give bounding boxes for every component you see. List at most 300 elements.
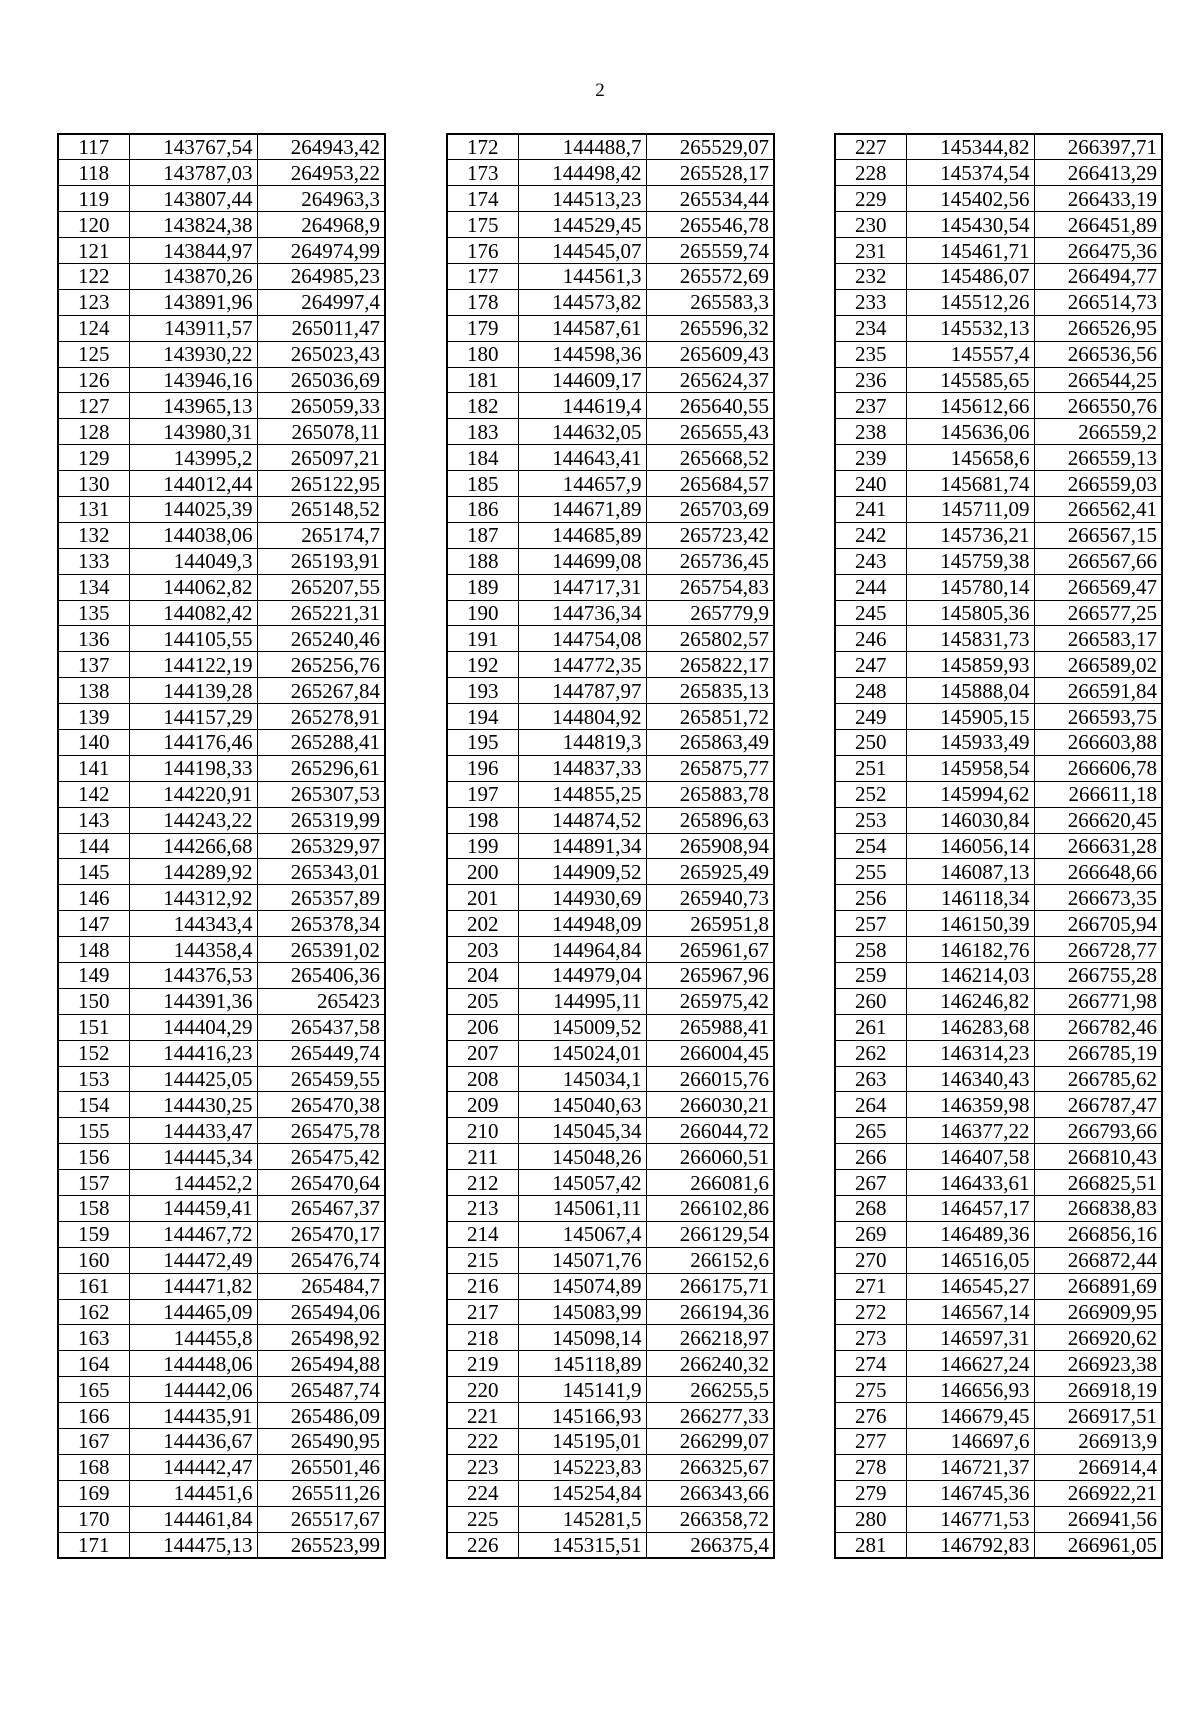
x-coordinate-cell: 143995,2 (129, 445, 257, 471)
y-coordinate-cell: 266856,16 (1034, 1221, 1162, 1247)
point-number-cell: 206 (447, 1014, 518, 1040)
table-row (58, 341, 385, 367)
table-row (447, 393, 774, 419)
table-row (835, 1506, 1162, 1532)
y-coordinate-cell: 266152,6 (646, 1247, 774, 1273)
table-row (58, 522, 385, 548)
x-coordinate-cell: 144452,2 (129, 1170, 257, 1196)
x-coordinate-cell: 143891,96 (129, 289, 257, 315)
y-coordinate-cell: 265640,55 (646, 393, 774, 419)
x-coordinate-cell: 145166,93 (518, 1403, 646, 1429)
y-coordinate-cell: 265207,55 (257, 574, 385, 600)
x-coordinate-cell: 145024,01 (518, 1040, 646, 1066)
point-number-cell: 117 (58, 134, 129, 160)
x-coordinate-cell: 144699,08 (518, 548, 646, 574)
x-coordinate-cell: 144220,91 (129, 781, 257, 807)
point-number-cell: 205 (447, 988, 518, 1014)
point-number-cell: 268 (835, 1196, 906, 1222)
point-number-cell: 158 (58, 1196, 129, 1222)
y-coordinate-cell: 265754,83 (646, 574, 774, 600)
y-coordinate-cell: 265307,53 (257, 781, 385, 807)
table-row (447, 548, 774, 574)
y-coordinate-cell: 266872,44 (1034, 1247, 1162, 1273)
y-coordinate-cell: 265802,57 (646, 626, 774, 652)
y-coordinate-cell: 265475,78 (257, 1118, 385, 1144)
table-row (835, 859, 1162, 885)
table-row (835, 548, 1162, 574)
y-coordinate-cell: 266787,47 (1034, 1092, 1162, 1118)
x-coordinate-cell: 145083,99 (518, 1299, 646, 1325)
y-coordinate-cell: 266255,5 (646, 1377, 774, 1403)
x-coordinate-cell: 144243,22 (129, 807, 257, 833)
y-coordinate-cell: 265490,95 (257, 1429, 385, 1455)
y-coordinate-cell: 266030,21 (646, 1092, 774, 1118)
table-row (447, 134, 774, 160)
table-row (447, 729, 774, 755)
y-coordinate-cell: 265319,99 (257, 807, 385, 833)
point-number-cell: 241 (835, 496, 906, 522)
table-row (835, 678, 1162, 704)
table-row (835, 807, 1162, 833)
x-coordinate-cell: 145040,63 (518, 1092, 646, 1118)
table-row (835, 729, 1162, 755)
table-row (58, 678, 385, 704)
coordinates-table-left (57, 133, 386, 1559)
table-row (447, 212, 774, 238)
y-coordinate-cell: 266825,51 (1034, 1170, 1162, 1196)
point-number-cell: 131 (58, 496, 129, 522)
point-number-cell: 124 (58, 315, 129, 341)
y-coordinate-cell: 265546,78 (646, 212, 774, 238)
point-number-cell: 237 (835, 393, 906, 419)
y-coordinate-cell: 265036,69 (257, 367, 385, 393)
point-number-cell: 254 (835, 833, 906, 859)
y-coordinate-cell: 265391,02 (257, 937, 385, 963)
table-row (447, 1170, 774, 1196)
y-coordinate-cell: 266559,2 (1034, 419, 1162, 445)
y-coordinate-cell: 264968,9 (257, 212, 385, 238)
y-coordinate-cell: 266673,35 (1034, 885, 1162, 911)
table-row (447, 1196, 774, 1222)
table-row (447, 1299, 774, 1325)
x-coordinate-cell: 144909,52 (518, 859, 646, 885)
point-number-cell: 265 (835, 1118, 906, 1144)
point-number-cell: 178 (447, 289, 518, 315)
x-coordinate-cell: 145461,71 (906, 238, 1034, 264)
x-coordinate-cell: 144787,97 (518, 678, 646, 704)
point-number-cell: 256 (835, 885, 906, 911)
point-number-cell: 128 (58, 419, 129, 445)
y-coordinate-cell: 265967,96 (646, 963, 774, 989)
x-coordinate-cell: 146792,83 (906, 1532, 1034, 1558)
table-row (58, 1170, 385, 1196)
table-row (447, 1325, 774, 1351)
x-coordinate-cell: 143787,03 (129, 160, 257, 186)
x-coordinate-cell: 144498,42 (518, 160, 646, 186)
point-number-cell: 200 (447, 859, 518, 885)
x-coordinate-cell: 144105,55 (129, 626, 257, 652)
y-coordinate-cell: 265975,42 (646, 988, 774, 1014)
y-coordinate-cell: 266785,62 (1034, 1066, 1162, 1092)
point-number-cell: 236 (835, 367, 906, 393)
x-coordinate-cell: 146150,39 (906, 911, 1034, 937)
coordinates-table-right (834, 133, 1163, 1559)
point-number-cell: 129 (58, 445, 129, 471)
point-number-cell: 276 (835, 1403, 906, 1429)
x-coordinate-cell: 146246,82 (906, 988, 1034, 1014)
point-number-cell: 122 (58, 263, 129, 289)
y-coordinate-cell: 265559,74 (646, 238, 774, 264)
x-coordinate-cell: 144433,47 (129, 1118, 257, 1144)
point-number-cell: 142 (58, 781, 129, 807)
x-coordinate-cell: 145658,6 (906, 445, 1034, 471)
x-coordinate-cell: 144671,89 (518, 496, 646, 522)
x-coordinate-cell: 145071,76 (518, 1247, 646, 1273)
point-number-cell: 257 (835, 911, 906, 937)
y-coordinate-cell: 265476,74 (257, 1247, 385, 1273)
point-number-cell: 280 (835, 1506, 906, 1532)
table-row (447, 1144, 774, 1170)
table-row (447, 471, 774, 497)
x-coordinate-cell: 144461,84 (129, 1506, 257, 1532)
point-number-cell: 239 (835, 445, 906, 471)
point-number-cell: 279 (835, 1480, 906, 1506)
table-row (447, 1247, 774, 1273)
table-row (835, 1351, 1162, 1377)
y-coordinate-cell: 265723,42 (646, 522, 774, 548)
point-number-cell: 232 (835, 263, 906, 289)
x-coordinate-cell: 144455,8 (129, 1325, 257, 1351)
point-number-cell: 197 (447, 781, 518, 807)
x-coordinate-cell: 144012,44 (129, 471, 257, 497)
table-row (447, 522, 774, 548)
point-number-cell: 155 (58, 1118, 129, 1144)
y-coordinate-cell: 265779,9 (646, 600, 774, 626)
point-number-cell: 227 (835, 134, 906, 160)
point-number-cell: 152 (58, 1040, 129, 1066)
x-coordinate-cell: 144465,09 (129, 1299, 257, 1325)
y-coordinate-cell: 265475,42 (257, 1144, 385, 1170)
table-row (58, 911, 385, 937)
x-coordinate-cell: 144416,23 (129, 1040, 257, 1066)
x-coordinate-cell: 145009,52 (518, 1014, 646, 1040)
x-coordinate-cell: 146567,14 (906, 1299, 1034, 1325)
point-number-cell: 119 (58, 186, 129, 212)
x-coordinate-cell: 145045,34 (518, 1118, 646, 1144)
table-row (58, 496, 385, 522)
point-number-cell: 209 (447, 1092, 518, 1118)
table-row (58, 729, 385, 755)
y-coordinate-cell: 266559,13 (1034, 445, 1162, 471)
table-row (447, 626, 774, 652)
y-coordinate-cell: 266569,47 (1034, 574, 1162, 600)
table-row (447, 445, 774, 471)
x-coordinate-cell: 146407,58 (906, 1144, 1034, 1170)
x-coordinate-cell: 144435,91 (129, 1403, 257, 1429)
table-row (447, 937, 774, 963)
y-coordinate-cell: 266918,19 (1034, 1377, 1162, 1403)
x-coordinate-cell: 146377,22 (906, 1118, 1034, 1144)
point-number-cell: 252 (835, 781, 906, 807)
y-coordinate-cell: 265470,17 (257, 1221, 385, 1247)
table-row (447, 1273, 774, 1299)
point-number-cell: 248 (835, 678, 906, 704)
x-coordinate-cell: 146030,84 (906, 807, 1034, 833)
x-coordinate-cell: 145933,49 (906, 729, 1034, 755)
y-coordinate-cell: 264963,3 (257, 186, 385, 212)
point-number-cell: 172 (447, 134, 518, 160)
point-number-cell: 272 (835, 1299, 906, 1325)
x-coordinate-cell: 144176,46 (129, 729, 257, 755)
point-number-cell: 173 (447, 160, 518, 186)
table-row (447, 1351, 774, 1377)
point-number-cell: 135 (58, 600, 129, 626)
x-coordinate-cell: 144266,68 (129, 833, 257, 859)
table-row (447, 160, 774, 186)
point-number-cell: 253 (835, 807, 906, 833)
table-row (835, 1403, 1162, 1429)
x-coordinate-cell: 144343,4 (129, 911, 257, 937)
y-coordinate-cell: 266277,33 (646, 1403, 774, 1429)
table-row (447, 341, 774, 367)
point-number-cell: 175 (447, 212, 518, 238)
y-coordinate-cell: 266611,18 (1034, 781, 1162, 807)
table-row (58, 1066, 385, 1092)
point-number-cell: 270 (835, 1247, 906, 1273)
point-number-cell: 164 (58, 1351, 129, 1377)
point-number-cell: 177 (447, 263, 518, 289)
table-row (835, 238, 1162, 264)
table-row (447, 859, 774, 885)
x-coordinate-cell: 145994,62 (906, 781, 1034, 807)
y-coordinate-cell: 265470,38 (257, 1092, 385, 1118)
y-coordinate-cell: 265423 (257, 988, 385, 1014)
x-coordinate-cell: 145859,93 (906, 652, 1034, 678)
table-row (58, 1532, 385, 1558)
table-row (835, 1196, 1162, 1222)
x-coordinate-cell: 144717,31 (518, 574, 646, 600)
point-number-cell: 261 (835, 1014, 906, 1040)
x-coordinate-cell: 144513,23 (518, 186, 646, 212)
y-coordinate-cell: 266785,19 (1034, 1040, 1162, 1066)
point-number-cell: 275 (835, 1377, 906, 1403)
table-row (835, 704, 1162, 730)
y-coordinate-cell: 265523,99 (257, 1532, 385, 1558)
x-coordinate-cell: 146118,34 (906, 885, 1034, 911)
y-coordinate-cell: 265517,67 (257, 1506, 385, 1532)
table-row (447, 1066, 774, 1092)
table-row (447, 1532, 774, 1558)
x-coordinate-cell: 144736,34 (518, 600, 646, 626)
table-row (58, 315, 385, 341)
table-row (447, 419, 774, 445)
point-number-cell: 273 (835, 1325, 906, 1351)
table-row (58, 1403, 385, 1429)
x-coordinate-cell: 144358,4 (129, 937, 257, 963)
table-row (58, 988, 385, 1014)
x-coordinate-cell: 145141,9 (518, 1377, 646, 1403)
x-coordinate-cell: 145905,15 (906, 704, 1034, 730)
point-number-cell: 167 (58, 1429, 129, 1455)
y-coordinate-cell: 266562,41 (1034, 496, 1162, 522)
point-number-cell: 187 (447, 522, 518, 548)
point-number-cell: 202 (447, 911, 518, 937)
table-row (447, 988, 774, 1014)
table-row (835, 781, 1162, 807)
y-coordinate-cell: 266358,72 (646, 1506, 774, 1532)
point-number-cell: 156 (58, 1144, 129, 1170)
x-coordinate-cell: 144442,06 (129, 1377, 257, 1403)
table-row (835, 1170, 1162, 1196)
table-row (835, 471, 1162, 497)
y-coordinate-cell: 265498,92 (257, 1325, 385, 1351)
table-row (835, 652, 1162, 678)
y-coordinate-cell: 265378,34 (257, 911, 385, 937)
y-coordinate-cell: 266325,67 (646, 1454, 774, 1480)
point-number-cell: 244 (835, 574, 906, 600)
x-coordinate-cell: 145780,14 (906, 574, 1034, 600)
point-number-cell: 120 (58, 212, 129, 238)
x-coordinate-cell: 144471,82 (129, 1273, 257, 1299)
y-coordinate-cell: 265357,89 (257, 885, 385, 911)
table-row (58, 289, 385, 315)
table-row (835, 1221, 1162, 1247)
point-number-cell: 192 (447, 652, 518, 678)
y-coordinate-cell: 266810,43 (1034, 1144, 1162, 1170)
x-coordinate-cell: 144025,39 (129, 496, 257, 522)
x-coordinate-cell: 144157,29 (129, 704, 257, 730)
x-coordinate-cell: 144467,72 (129, 1221, 257, 1247)
point-number-cell: 168 (58, 1454, 129, 1480)
y-coordinate-cell: 264974,99 (257, 238, 385, 264)
x-coordinate-cell: 145805,36 (906, 600, 1034, 626)
table-row (447, 833, 774, 859)
y-coordinate-cell: 266583,17 (1034, 626, 1162, 652)
x-coordinate-cell: 145711,09 (906, 496, 1034, 522)
point-number-cell: 219 (447, 1351, 518, 1377)
table-row (58, 1377, 385, 1403)
x-coordinate-cell: 144312,92 (129, 885, 257, 911)
y-coordinate-cell: 265459,55 (257, 1066, 385, 1092)
x-coordinate-cell: 145118,89 (518, 1351, 646, 1377)
x-coordinate-cell: 144804,92 (518, 704, 646, 730)
y-coordinate-cell: 266413,29 (1034, 160, 1162, 186)
point-number-cell: 138 (58, 678, 129, 704)
y-coordinate-cell: 266589,02 (1034, 652, 1162, 678)
point-number-cell: 190 (447, 600, 518, 626)
y-coordinate-cell: 266920,62 (1034, 1325, 1162, 1351)
point-number-cell: 217 (447, 1299, 518, 1325)
y-coordinate-cell: 266593,75 (1034, 704, 1162, 730)
y-coordinate-cell: 266526,95 (1034, 315, 1162, 341)
table-row (447, 1480, 774, 1506)
table-row (835, 626, 1162, 652)
table-row (58, 755, 385, 781)
point-number-cell: 162 (58, 1299, 129, 1325)
point-number-cell: 176 (447, 238, 518, 264)
point-number-cell: 221 (447, 1403, 518, 1429)
point-number-cell: 184 (447, 445, 518, 471)
table-row (835, 419, 1162, 445)
x-coordinate-cell: 144062,82 (129, 574, 257, 600)
table-row (835, 315, 1162, 341)
y-coordinate-cell: 264997,4 (257, 289, 385, 315)
point-number-cell: 194 (447, 704, 518, 730)
point-number-cell: 143 (58, 807, 129, 833)
point-number-cell: 264 (835, 1092, 906, 1118)
y-coordinate-cell: 265835,13 (646, 678, 774, 704)
x-coordinate-cell: 145636,06 (906, 419, 1034, 445)
x-coordinate-cell: 146214,03 (906, 963, 1034, 989)
point-number-cell: 145 (58, 859, 129, 885)
y-coordinate-cell: 265470,64 (257, 1170, 385, 1196)
x-coordinate-cell: 145681,74 (906, 471, 1034, 497)
x-coordinate-cell: 143965,13 (129, 393, 257, 419)
point-number-cell: 196 (447, 755, 518, 781)
x-coordinate-cell: 145034,1 (518, 1066, 646, 1092)
x-coordinate-cell: 146056,14 (906, 833, 1034, 859)
x-coordinate-cell: 144448,06 (129, 1351, 257, 1377)
x-coordinate-cell: 144573,82 (518, 289, 646, 315)
point-number-cell: 235 (835, 341, 906, 367)
x-coordinate-cell: 144459,41 (129, 1196, 257, 1222)
x-coordinate-cell: 145612,66 (906, 393, 1034, 419)
point-number-cell: 136 (58, 626, 129, 652)
x-coordinate-cell: 145281,5 (518, 1506, 646, 1532)
y-coordinate-cell: 266475,36 (1034, 238, 1162, 264)
y-coordinate-cell: 266081,6 (646, 1170, 774, 1196)
x-coordinate-cell: 144475,13 (129, 1532, 257, 1558)
x-coordinate-cell: 145048,26 (518, 1144, 646, 1170)
x-coordinate-cell: 145430,54 (906, 212, 1034, 238)
y-coordinate-cell: 265059,33 (257, 393, 385, 419)
x-coordinate-cell: 144472,49 (129, 1247, 257, 1273)
point-number-cell: 210 (447, 1118, 518, 1144)
table-row (835, 1066, 1162, 1092)
table-row (58, 1454, 385, 1480)
x-coordinate-cell: 144038,06 (129, 522, 257, 548)
y-coordinate-cell: 264953,22 (257, 160, 385, 186)
table-row (58, 1351, 385, 1377)
y-coordinate-cell: 265278,91 (257, 704, 385, 730)
table-row (58, 1506, 385, 1532)
x-coordinate-cell: 144609,17 (518, 367, 646, 393)
x-coordinate-cell: 144995,11 (518, 988, 646, 1014)
table-row (58, 238, 385, 264)
y-coordinate-cell: 265883,78 (646, 781, 774, 807)
table-row (58, 1480, 385, 1506)
table-row (835, 1299, 1162, 1325)
point-number-cell: 193 (447, 678, 518, 704)
y-coordinate-cell: 265023,43 (257, 341, 385, 367)
y-coordinate-cell: 266060,51 (646, 1144, 774, 1170)
x-coordinate-cell: 145736,21 (906, 522, 1034, 548)
point-number-cell: 234 (835, 315, 906, 341)
point-number-cell: 139 (58, 704, 129, 730)
table-row (58, 626, 385, 652)
table-row (58, 1325, 385, 1351)
x-coordinate-cell: 145344,82 (906, 134, 1034, 160)
table-row (58, 1273, 385, 1299)
x-coordinate-cell: 144451,6 (129, 1480, 257, 1506)
point-number-cell: 147 (58, 911, 129, 937)
x-coordinate-cell: 144049,3 (129, 548, 257, 574)
table-row (835, 160, 1162, 186)
x-coordinate-cell: 145585,65 (906, 367, 1034, 393)
y-coordinate-cell: 265988,41 (646, 1014, 774, 1040)
y-coordinate-cell: 265908,94 (646, 833, 774, 859)
point-number-cell: 191 (447, 626, 518, 652)
